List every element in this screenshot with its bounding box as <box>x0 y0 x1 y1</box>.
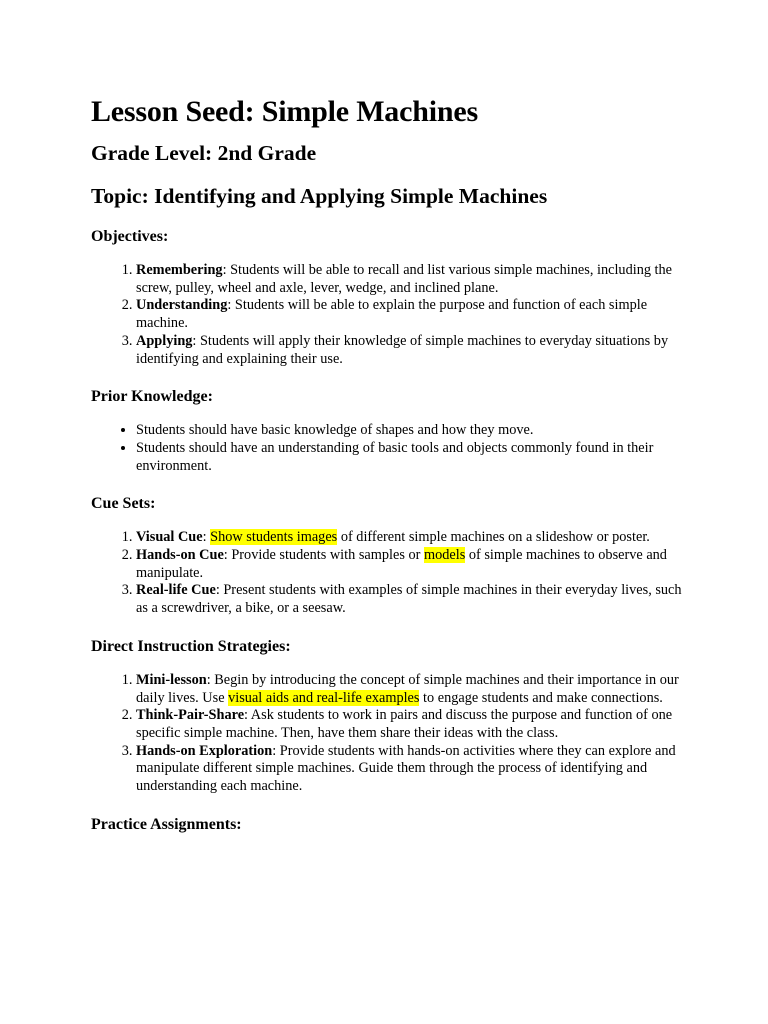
term-label: Visual Cue <box>136 529 203 546</box>
cue-sets-heading: Cue Sets: <box>91 495 156 513</box>
term-label: Remembering <box>136 262 223 278</box>
list-item <box>136 297 687 332</box>
term-label: Hands-on Cue <box>136 547 224 564</box>
term-label: Mini-lesson <box>136 671 207 688</box>
objectives-heading: Objectives: <box>91 228 169 245</box>
term-label: Real-life Cue <box>136 582 216 599</box>
list-item <box>136 529 687 547</box>
prior-knowledge-heading: Prior Knowledge: <box>91 388 213 406</box>
practice-assignments-heading: Practice Assignments: <box>91 815 242 833</box>
highlighted-text: visual aids and real-life examples <box>228 689 420 706</box>
list-item <box>136 707 687 742</box>
list-item <box>136 743 687 796</box>
cue-sets-list <box>91 529 687 618</box>
item-text: : Provide students with hands-on activities where they can explore and manipulate different simple machines. Guide them through the process of identifying and understanding each machine. <box>136 742 676 795</box>
item-text: : Students will be able to recall and list various simple machines, including the screw, pulley, wheel and axle, lever, wedge, and inclined plane. <box>136 262 673 296</box>
direct-instruction-list <box>91 672 687 796</box>
term-label: Think-Pair-Share <box>136 707 245 724</box>
item-text: : Begin by introducing the concept of simple machines and their importance in our daily lives. Use <box>136 671 679 706</box>
direct-instruction-heading: Direct Instruction Strategies: <box>91 637 291 655</box>
item-text: : <box>202 529 211 546</box>
item-text: of simple machines to observe and manipulate. <box>136 547 667 581</box>
prior-knowledge-list <box>91 422 687 475</box>
term-label: Applying <box>136 332 193 349</box>
list-item <box>136 333 687 368</box>
page-title: Lesson Seed: Simple Machines <box>91 95 478 128</box>
term-label: Hands-on Exploration <box>136 742 273 759</box>
item-text: of different simple machines on a slideshow or poster. <box>337 529 650 546</box>
list-item: • Students should have an understanding of basic tools and objects commonly found in their environment. <box>136 440 687 475</box>
list-item: • Students should have basic knowledge of shapes and how they move. <box>136 422 687 440</box>
highlighted-text: models <box>423 547 466 564</box>
term-label: Understanding <box>136 297 228 314</box>
item-text: : Ask students to work in pairs and discuss the purpose and function of one specific simple machine. Then, have them share their ideas with the class. <box>136 707 673 741</box>
list-item <box>136 547 687 582</box>
list-item <box>136 262 687 297</box>
document-content <box>91 94 687 850</box>
item-text: : Students will be able to explain the purpose and function of each simple machine. <box>136 297 648 332</box>
list-item <box>136 582 687 617</box>
list-item <box>136 672 687 707</box>
item-text: to engage students and make connections. <box>419 689 663 706</box>
objectives-list <box>91 262 687 368</box>
grade-level-heading: Grade Level: 2nd Grade <box>91 141 317 165</box>
highlighted-text: Show students images <box>210 529 338 546</box>
item-text: : Present students with examples of simple machines in their everyday lives, such as a screwdriver, a bike, or a seesaw. <box>136 582 682 617</box>
item-text: : Provide students with samples or <box>223 547 424 564</box>
topic-heading: Topic: Identifying and Applying Simple Machines <box>91 184 548 208</box>
item-text: : Students will apply their knowledge of simple machines to everyday situations by identifying and explaining their use. <box>136 332 669 367</box>
